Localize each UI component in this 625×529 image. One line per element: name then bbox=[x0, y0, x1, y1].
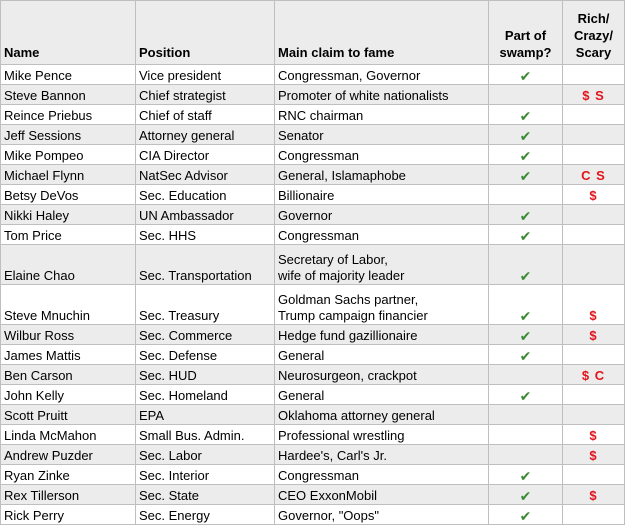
table-row bbox=[1, 85, 625, 105]
cell-position: Vice president bbox=[136, 65, 275, 85]
table-row bbox=[1, 365, 625, 385]
cell-position: Sec. HUD bbox=[136, 365, 275, 385]
claim-line: Billionaire bbox=[278, 188, 335, 203]
cell-position: Small Bus. Admin. bbox=[136, 425, 275, 445]
cell-flags: $ S bbox=[563, 85, 625, 105]
cell-swamp bbox=[489, 245, 563, 285]
table-row bbox=[1, 405, 625, 425]
checkmark-icon: ✔ bbox=[519, 208, 532, 224]
table-row bbox=[1, 145, 625, 165]
claim-line: RNC chairman bbox=[278, 108, 364, 123]
table-body bbox=[1, 65, 625, 525]
claim-line: Congressman bbox=[278, 468, 359, 483]
cell-name: Michael Flynn bbox=[1, 165, 136, 185]
checkmark-icon: ✔ bbox=[519, 128, 532, 144]
cell-flags: $ bbox=[563, 185, 625, 205]
cell-position: Sec. Interior bbox=[136, 465, 275, 485]
cell-flags bbox=[563, 505, 625, 525]
cell-position: CIA Director bbox=[136, 145, 275, 165]
table-row bbox=[1, 505, 625, 525]
claim-line: Governor, "Oops" bbox=[278, 508, 379, 523]
checkmark-icon: ✔ bbox=[519, 228, 532, 244]
cell-claim bbox=[275, 285, 489, 325]
cell-swamp bbox=[489, 325, 563, 345]
cell-flags: $ bbox=[563, 325, 625, 345]
checkmark-icon: ✔ bbox=[519, 388, 532, 404]
claim-line: General bbox=[278, 348, 325, 363]
cell-flags bbox=[563, 245, 625, 285]
cell-name: James Mattis bbox=[1, 345, 136, 365]
cell-claim bbox=[275, 405, 489, 425]
cell-position: Sec. Energy bbox=[136, 505, 275, 525]
cell-swamp bbox=[489, 225, 563, 245]
cell-claim bbox=[275, 205, 489, 225]
cell-claim bbox=[275, 325, 489, 345]
table-row bbox=[1, 205, 625, 225]
cell-flags: $ bbox=[563, 485, 625, 505]
cell-flags bbox=[563, 385, 625, 405]
table-row bbox=[1, 185, 625, 205]
cell-swamp bbox=[489, 85, 563, 105]
header-flags-line1: Rich/ bbox=[577, 11, 610, 26]
header-swamp bbox=[489, 1, 563, 65]
cell-position: Chief of staff bbox=[136, 105, 275, 125]
table-row bbox=[1, 465, 625, 485]
cell-position: EPA bbox=[136, 405, 275, 425]
cell-claim bbox=[275, 365, 489, 385]
header-position: Position bbox=[136, 1, 275, 65]
cell-flags bbox=[563, 465, 625, 485]
cell-swamp bbox=[489, 445, 563, 465]
cell-position: Sec. Education bbox=[136, 185, 275, 205]
table-row bbox=[1, 345, 625, 365]
cell-swamp bbox=[489, 345, 563, 365]
checkmark-icon: ✔ bbox=[519, 308, 532, 324]
cell-claim bbox=[275, 465, 489, 485]
table-row bbox=[1, 65, 625, 85]
cell-name: Rick Perry bbox=[1, 505, 136, 525]
cell-position: NatSec Advisor bbox=[136, 165, 275, 185]
header-swamp-line2: swamp? bbox=[499, 45, 552, 60]
cell-swamp bbox=[489, 165, 563, 185]
cell-claim bbox=[275, 245, 489, 285]
cell-claim bbox=[275, 145, 489, 165]
checkmark-icon: ✔ bbox=[519, 108, 532, 124]
cell-position: Sec. Treasury bbox=[136, 285, 275, 325]
cell-name: Scott Pruitt bbox=[1, 405, 136, 425]
checkmark-icon: ✔ bbox=[519, 68, 532, 84]
cell-swamp bbox=[489, 425, 563, 445]
table-row bbox=[1, 105, 625, 125]
checkmark-icon: ✔ bbox=[519, 168, 532, 184]
table-row bbox=[1, 325, 625, 345]
cell-flags bbox=[563, 105, 625, 125]
claim-line: CEO ExxonMobil bbox=[278, 488, 377, 503]
claim-line: Hedge fund gazillionaire bbox=[278, 328, 418, 343]
cell-flags bbox=[563, 65, 625, 85]
checkmark-icon: ✔ bbox=[519, 468, 532, 484]
cell-claim bbox=[275, 185, 489, 205]
table-row bbox=[1, 425, 625, 445]
claim-line: General, Islamaphobe bbox=[278, 168, 406, 183]
cell-position: Sec. Homeland bbox=[136, 385, 275, 405]
cell-name: Linda McMahon bbox=[1, 425, 136, 445]
table-row bbox=[1, 485, 625, 505]
claim-line: Congressman bbox=[278, 228, 359, 243]
cell-swamp bbox=[489, 125, 563, 145]
claim-line: Senator bbox=[278, 128, 324, 143]
claim-line: wife of majority leader bbox=[278, 268, 405, 283]
claim-line: Goldman Sachs partner, bbox=[278, 292, 419, 307]
cell-flags: $ bbox=[563, 425, 625, 445]
cell-flags: $ bbox=[563, 445, 625, 465]
cell-swamp bbox=[489, 465, 563, 485]
cell-name: Nikki Haley bbox=[1, 205, 136, 225]
header-swamp-line1: Part of bbox=[504, 28, 547, 43]
claim-line: Promoter of white nationalists bbox=[278, 88, 449, 103]
cell-name: Mike Pence bbox=[1, 65, 136, 85]
cell-swamp bbox=[489, 285, 563, 325]
cell-name: Tom Price bbox=[1, 225, 136, 245]
checkmark-icon: ✔ bbox=[519, 508, 532, 524]
cell-claim bbox=[275, 85, 489, 105]
cell-name: Andrew Puzder bbox=[1, 445, 136, 465]
table-row bbox=[1, 245, 625, 285]
cell-swamp bbox=[489, 205, 563, 225]
cell-claim bbox=[275, 445, 489, 465]
checkmark-icon: ✔ bbox=[519, 268, 532, 284]
claim-line: Professional wrestling bbox=[278, 428, 405, 443]
cell-name: Mike Pompeo bbox=[1, 145, 136, 165]
cell-name: Wilbur Ross bbox=[1, 325, 136, 345]
claim-line: Trump campaign financier bbox=[278, 308, 428, 323]
table-row bbox=[1, 285, 625, 325]
cell-claim bbox=[275, 345, 489, 365]
table-row bbox=[1, 165, 625, 185]
cell-flags bbox=[563, 145, 625, 165]
table-row bbox=[1, 225, 625, 245]
cell-position: Sec. State bbox=[136, 485, 275, 505]
cell-position: Sec. HHS bbox=[136, 225, 275, 245]
cell-flags bbox=[563, 345, 625, 365]
header-claim: Main claim to fame bbox=[275, 1, 489, 65]
cell-position: UN Ambassador bbox=[136, 205, 275, 225]
cell-flags bbox=[563, 125, 625, 145]
checkmark-icon: ✔ bbox=[519, 348, 532, 364]
cell-position: Sec. Commerce bbox=[136, 325, 275, 345]
cell-name: Steve Bannon bbox=[1, 85, 136, 105]
header-name: Name bbox=[1, 1, 136, 65]
cell-swamp bbox=[489, 185, 563, 205]
cell-claim bbox=[275, 65, 489, 85]
cell-name: Jeff Sessions bbox=[1, 125, 136, 145]
claim-line: Neurosurgeon, crackpot bbox=[278, 368, 417, 383]
cell-flags bbox=[563, 405, 625, 425]
cell-position: Sec. Labor bbox=[136, 445, 275, 465]
cell-claim bbox=[275, 425, 489, 445]
claim-line: Hardee's, Carl's Jr. bbox=[278, 448, 387, 463]
cell-swamp bbox=[489, 65, 563, 85]
cell-name: John Kelly bbox=[1, 385, 136, 405]
header-flags bbox=[563, 1, 625, 65]
cell-position: Sec. Transportation bbox=[136, 245, 275, 285]
cell-name: Rex Tillerson bbox=[1, 485, 136, 505]
cell-claim bbox=[275, 505, 489, 525]
cell-swamp bbox=[489, 145, 563, 165]
cell-swamp bbox=[489, 405, 563, 425]
cell-name: Ryan Zinke bbox=[1, 465, 136, 485]
claim-line: Governor bbox=[278, 208, 333, 223]
header-flags-line3: Scary bbox=[575, 45, 612, 60]
claim-line: Secretary of Labor, bbox=[278, 252, 388, 267]
cell-name: Betsy DeVos bbox=[1, 185, 136, 205]
cell-flags: $ C bbox=[563, 365, 625, 385]
header-row bbox=[1, 1, 625, 65]
claim-line: Congressman bbox=[278, 148, 359, 163]
header-flags-line2: Crazy/ bbox=[573, 28, 614, 43]
table-row bbox=[1, 445, 625, 465]
cell-claim bbox=[275, 105, 489, 125]
table-row bbox=[1, 385, 625, 405]
cell-position: Sec. Defense bbox=[136, 345, 275, 365]
checkmark-icon: ✔ bbox=[519, 148, 532, 164]
checkmark-icon: ✔ bbox=[519, 488, 532, 504]
checkmark-icon: ✔ bbox=[519, 328, 532, 344]
cell-flags: $ bbox=[563, 285, 625, 325]
cell-claim bbox=[275, 225, 489, 245]
claim-line: General bbox=[278, 388, 325, 403]
cell-swamp bbox=[489, 505, 563, 525]
cell-claim bbox=[275, 165, 489, 185]
cell-swamp bbox=[489, 485, 563, 505]
cell-flags: C S bbox=[563, 165, 625, 185]
cell-swamp bbox=[489, 385, 563, 405]
cell-position: Chief strategist bbox=[136, 85, 275, 105]
table-row bbox=[1, 125, 625, 145]
cell-swamp bbox=[489, 105, 563, 125]
cell-flags bbox=[563, 205, 625, 225]
cell-claim bbox=[275, 125, 489, 145]
cell-swamp bbox=[489, 365, 563, 385]
cell-position: Attorney general bbox=[136, 125, 275, 145]
cell-claim bbox=[275, 485, 489, 505]
claim-line: Oklahoma attorney general bbox=[278, 408, 435, 423]
cell-name: Elaine Chao bbox=[1, 245, 136, 285]
cell-name: Reince Priebus bbox=[1, 105, 136, 125]
cell-name: Steve Mnuchin bbox=[1, 285, 136, 325]
cell-name: Ben Carson bbox=[1, 365, 136, 385]
claim-line: Congressman, Governor bbox=[278, 68, 421, 83]
cell-claim bbox=[275, 385, 489, 405]
cell-flags bbox=[563, 225, 625, 245]
